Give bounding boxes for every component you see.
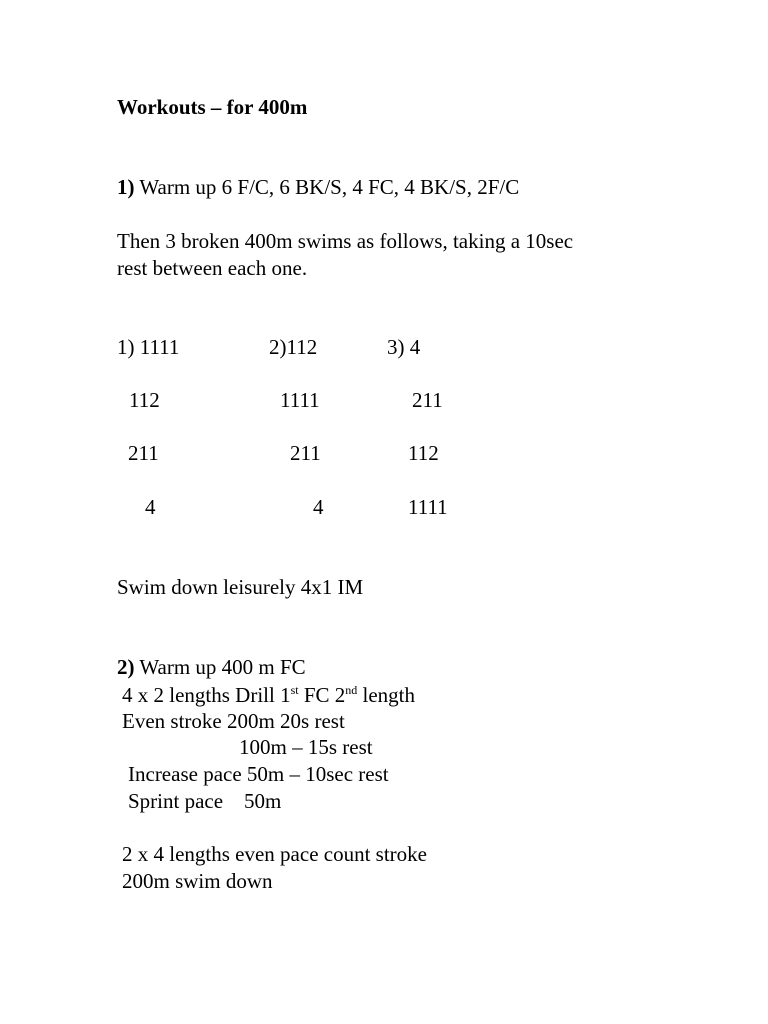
workout-2-swim-down: 200m swim down (122, 869, 273, 893)
workout-1-warmup-line (117, 177, 519, 198)
workout-2-hundred: 100m – 15s rest (239, 735, 373, 759)
set-2-row-1: 1111 (280, 388, 320, 412)
set-2-row-2: 211 (290, 441, 321, 465)
set-1-row-1: 112 (129, 388, 160, 412)
workout-2-number: 2) (117, 655, 135, 679)
workout-2-increase-pace: Increase pace 50m – 10sec rest (128, 762, 389, 786)
set-1-row-2: 211 (128, 441, 159, 465)
set-3-row-2: 112 (408, 441, 439, 465)
set-1-row-3: 4 (145, 495, 156, 519)
set-1-label: 1) 1111 (117, 335, 180, 359)
set-2-row-3: 4 (313, 495, 324, 519)
workout-2-count-stroke: 2 x 4 lengths even pace count stroke (122, 842, 427, 866)
set-3-row-3: 1111 (408, 495, 448, 519)
workout-2-warmup-line (117, 657, 306, 678)
drill-superscript-2: nd (345, 683, 358, 697)
workout-2-drill-line (122, 684, 415, 706)
set-2-label: 2)112 (269, 335, 318, 359)
workout-1-warmup-text: Warm up 6 F/C, 6 BK/S, 4 FC, 4 BK/S, 2F/C (134, 175, 520, 199)
workout-1-intro-line-1: Then 3 broken 400m swims as follows, taking a 10sec (117, 229, 574, 253)
workout-2-warmup-text: Warm up 400 m FC (134, 655, 306, 679)
workout-1-number: 1) (117, 175, 135, 199)
drill-superscript-1: st (290, 683, 299, 697)
set-3-label: 3) 4 (387, 335, 421, 359)
drill-suffix: length (357, 683, 416, 707)
workout-1-swim-down: Swim down leisurely 4x1 IM (117, 575, 364, 599)
drill-prefix: 4 x 2 lengths Drill 1 (122, 683, 291, 707)
workout-2-even-stroke: Even stroke 200m 20s rest (122, 709, 345, 733)
set-3-row-1: 211 (412, 388, 443, 412)
workout-1-intro-line-2: rest between each one. (117, 256, 308, 280)
document-title: Workouts – for 400m (117, 95, 308, 119)
drill-middle: FC 2 (298, 683, 346, 707)
workout-2-sprint-pace: Sprint pace 50m (128, 789, 282, 813)
